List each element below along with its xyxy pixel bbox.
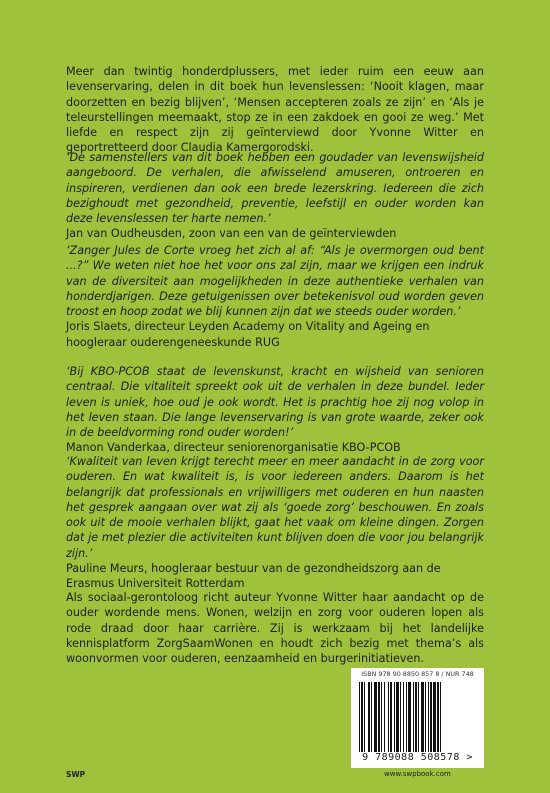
barcode-digits: 9 789088 508578 > [362, 752, 473, 763]
quote-text: ‘Zanger Jules de Corte vroeg het zich al af: “Als je overmorgen oud bent ...?” We weten niet hoe het voor ons zal zijn, maar we krijgen een indruk van de diversiteit aan mogelijkheden in deze authentieke verhalen van honderdjarigen. Deze getuigenissen over betekenisvol oud worden geven troost en hoop zodat we blij kunnen zijn dat we steeds ouder worden.’ [66, 244, 484, 319]
barcode-box [351, 668, 484, 768]
quote-text: ‘Kwaliteit van leven krijgt terecht meer en meer aandacht in de zorg voor ouderen. En wat kwaliteit is, is voor iedereen anders. Daarom is het belangrijk dat professionals en vrijwilligers met ouderen en hun naasten het gesprek aangaan over wat zij als ‘goede zorg’ beschouwen. En zoals ook uit de mooie verhalen blijkt, gaat het vaak om kleine dingen. Zorgen dat je met plezier die activiteiten kunt blijven doen die voor jou belangrijk zijn.’ [66, 455, 484, 560]
quote-attribution: Jan van Oudheusden, zoon van een van de geïnterviewden [66, 227, 397, 241]
publisher-website: www.swpbook.com [384, 770, 451, 778]
quote-block-3 [66, 364, 484, 456]
barcode-graphic [357, 682, 477, 752]
isbn-label: ISBN 978 90 8850 857 8 / NUR 748 [361, 670, 474, 678]
quote-attribution: Pauline Meurs, hoogleraar bestuur van de gezondheidszorg aan de Erasmus Universiteit Rotterdam [66, 562, 441, 591]
quote-attribution: Joris Slaets, directeur Leyden Academy on Vitality and Ageing en hoogleraar ouderengeneeskunde RUG [66, 320, 430, 349]
quote-attribution: Manon Vanderkaa, directeur seniorenorganisatie KBO-PCOB [66, 441, 401, 455]
quote-text: ‘De samenstellers van dit boek hebben een goudader van levenswijsheid aangeboord. De verhalen, die afwisselend amuseren, ontroeren en inspireren, verdienen dan ook een brede lezerskring. Iedereen die zich bezighoudt met gezondheid, preventie, leefstijl en ouder worden kan deze levenslessen ter harte nemen.’ [66, 151, 484, 226]
quote-block-1 [66, 150, 484, 242]
author-bio: Als sociaal-gerontoloog richt auteur Yvonne Witter haar aandacht op de ouder wordende mens. Wonen, welzijn en zorg voor ouderen lopen als rode draad door haar carrière. Zij is werkzaam bij het landelijke kennisplatform ZorgSaamWonen en houdt zich bezig met thema’s als woonvormen voor ouderen, eenzaamheid en burgerinitiatieven. [66, 591, 484, 666]
quote-block-4 [66, 454, 484, 592]
quote-text: ‘Bij KBO-PCOB staat de levenskunst, kracht en wijsheid van senioren centraal. Die vitaliteit spreekt ook uit de verhalen in deze bundel. Ieder leven is uniek, hoe oud je ook wordt. Het is prachtig hoe zij nog volop in het leven staan. Die lange levenservaring is van grote waarde, zeker ook in de beeldvorming rond ouder worden!’ [66, 365, 484, 440]
publisher-logo: SWP [66, 770, 86, 779]
intro-paragraph: Meer dan twintig honderdplussers, met ieder ruim een eeuw aan levenservaring, delen in dit boek hun levenslessen: ‘Nooit klagen, maar doorzetten en bezig blijven’, ‘Mensen accepteren zoals ze zijn’ en ‘Als je teleurstellingen meemaakt, stop ze in een zakdoek en gooi ze weg.’ Met liefde en respect zijn zij geïnterviewd door Yvonne Witter en geportretteerd door Claudia Kamergorodski. [66, 65, 484, 155]
quote-block-2 [66, 243, 484, 350]
